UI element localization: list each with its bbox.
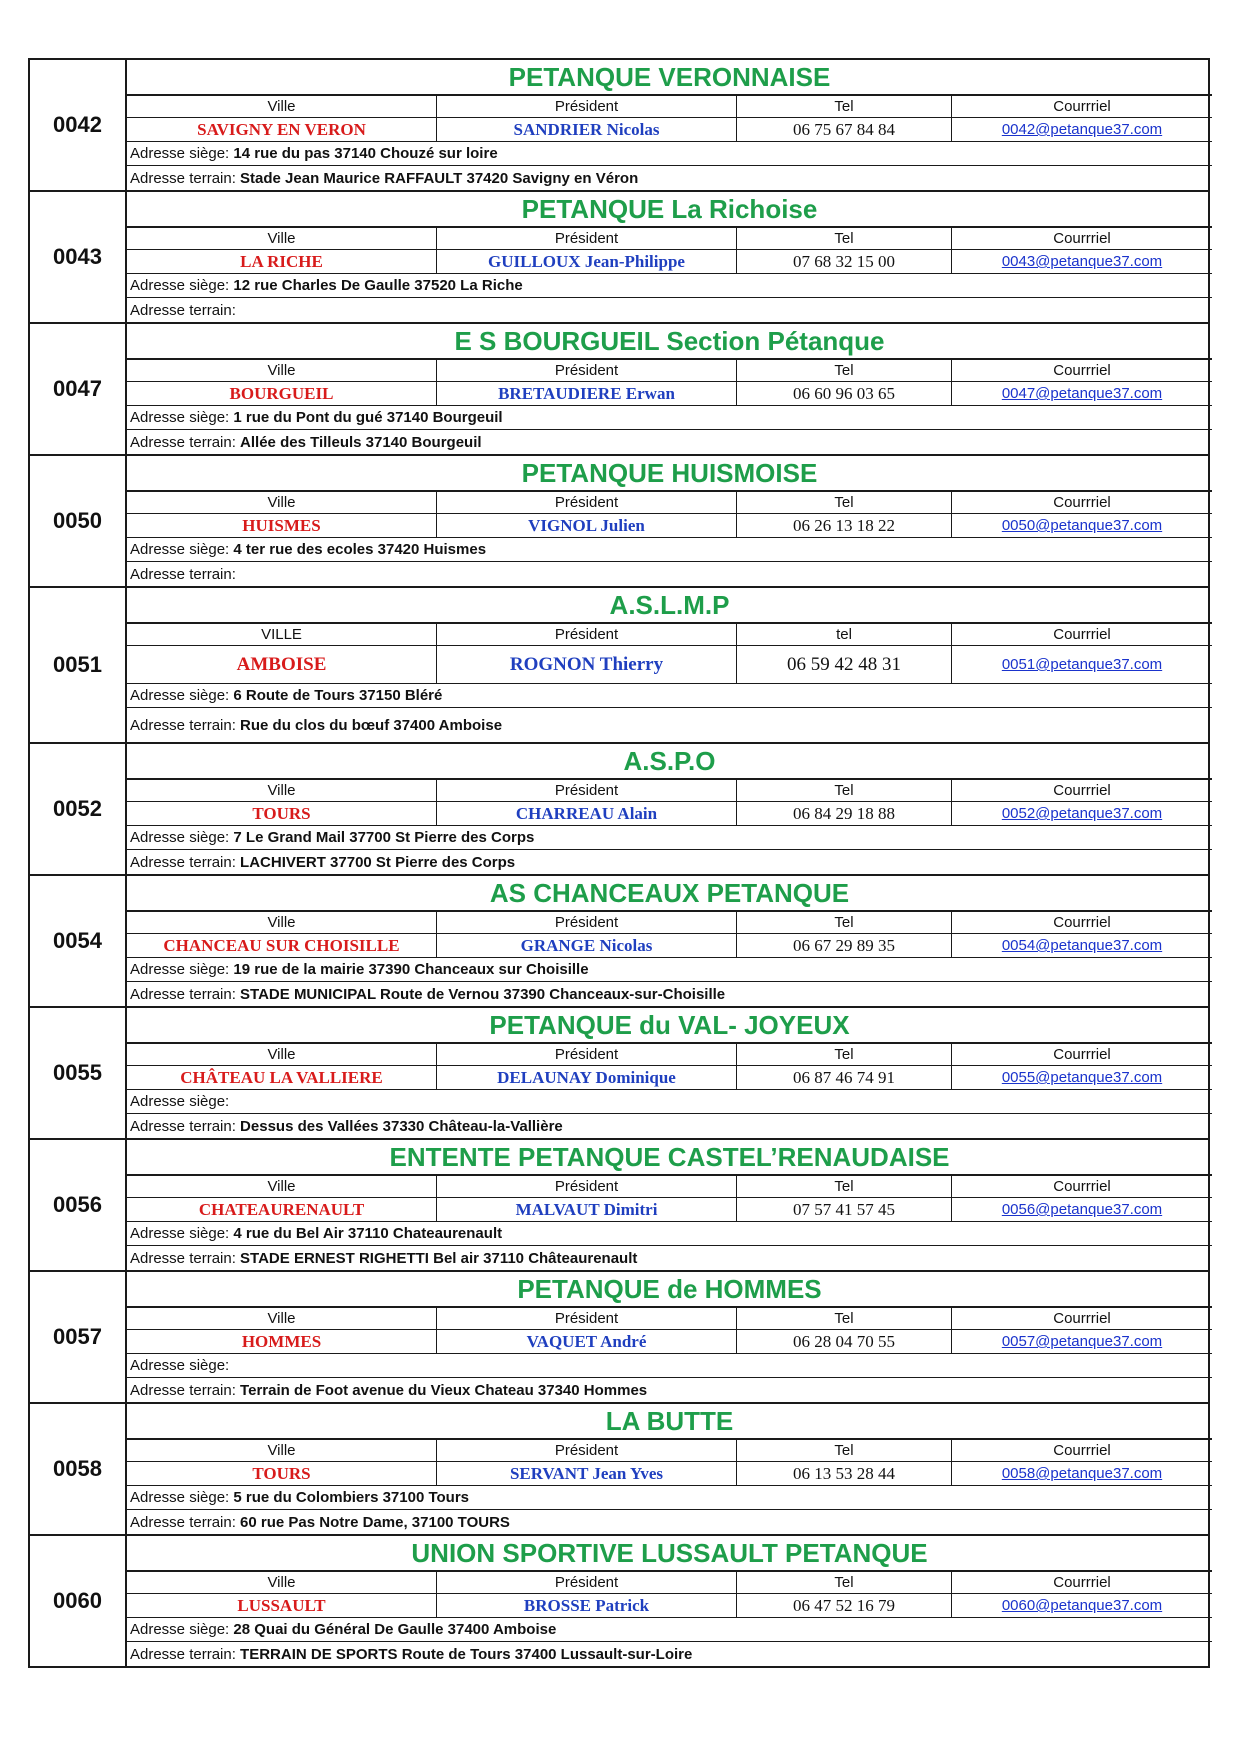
terrain-label: Adresse terrain: xyxy=(130,301,241,319)
email-link[interactable]: 0047@petanque37.com xyxy=(1001,385,1163,402)
club-number: 0060 xyxy=(30,1536,127,1666)
president-value: SANDRIER Nicolas xyxy=(437,118,737,141)
siege-row xyxy=(127,1618,1212,1642)
ville-value: LA RICHE xyxy=(127,250,437,273)
ville-value: BOURGUEIL xyxy=(127,382,437,405)
value-row xyxy=(127,1462,1212,1486)
terrain-value: Stade Jean Maurice RAFFAULT 37420 Savigny en Véron xyxy=(240,169,639,187)
president-header: Président xyxy=(437,96,737,117)
president-value: CHARREAU Alain xyxy=(437,802,737,825)
courriel-header: Courrriel xyxy=(1053,1046,1111,1063)
ville-header: Ville xyxy=(127,912,437,933)
president-header: Président xyxy=(437,1440,737,1461)
email-link[interactable]: 0058@petanque37.com xyxy=(1001,1465,1163,1482)
header-row xyxy=(127,360,1212,382)
header-row xyxy=(127,1308,1212,1330)
club-block xyxy=(28,454,1210,586)
ville-header: Ville xyxy=(127,96,437,117)
terrain-label: Adresse terrain: xyxy=(130,1645,241,1663)
email-link[interactable]: 0055@petanque37.com xyxy=(1001,1069,1163,1086)
president-value: VIGNOL Julien xyxy=(437,514,737,537)
ville-value: TOURS xyxy=(127,1462,437,1485)
siege-label: Adresse siège: xyxy=(130,541,234,558)
courriel-header: Courrriel xyxy=(1053,230,1111,247)
club-block xyxy=(28,874,1210,1006)
value-row xyxy=(127,1330,1212,1354)
siege-value: 1 rue du Pont du gué 37140 Bourgeuil xyxy=(233,409,503,426)
terrain-value: Rue du clos du bœuf 37400 Amboise xyxy=(240,716,503,734)
siege-value: 5 rue du Colombiers 37100 Tours xyxy=(233,1489,470,1506)
tel-header: Tel xyxy=(737,1176,952,1197)
club-block xyxy=(28,586,1210,742)
club-number: 0043 xyxy=(30,192,127,322)
siege-row xyxy=(127,826,1212,850)
tel-header: Tel xyxy=(737,1044,952,1065)
tel-value: 06 67 29 89 35 xyxy=(737,934,952,957)
terrain-value: Dessus des Vallées 37330 Château-la-Vallière xyxy=(240,1117,563,1135)
courriel-header: Courrriel xyxy=(1053,1442,1111,1459)
club-block xyxy=(28,1534,1210,1668)
siege-row xyxy=(127,538,1212,562)
tel-header: Tel xyxy=(737,492,952,513)
club-block xyxy=(28,1402,1210,1534)
club-block xyxy=(28,1138,1210,1270)
tel-value: 06 47 52 16 79 xyxy=(737,1594,952,1617)
ville-value: SAVIGNY EN VERON xyxy=(127,118,437,141)
siege-row xyxy=(127,1486,1212,1510)
siege-row xyxy=(127,406,1212,430)
ville-value: AMBOISE xyxy=(127,646,437,683)
tel-header: Tel xyxy=(737,228,952,249)
header-row xyxy=(127,1572,1212,1594)
club-block xyxy=(28,1006,1210,1138)
siege-label: Adresse siège: xyxy=(130,409,234,426)
club-block xyxy=(28,322,1210,454)
terrain-value: 60 rue Pas Notre Dame, 37100 TOURS xyxy=(240,1513,510,1531)
club-number: 0047 xyxy=(30,324,127,454)
terrain-value: STADE MUNICIPAL Route de Vernou 37390 Chanceaux-sur-Choisille xyxy=(240,985,726,1003)
club-name: AS CHANCEAUX PETANQUE xyxy=(127,876,1212,912)
ville-value: CHATEAURENAULT xyxy=(127,1198,437,1221)
club-number: 0050 xyxy=(30,456,127,586)
club-number: 0058 xyxy=(30,1404,127,1534)
value-row xyxy=(127,1198,1212,1222)
ville-header: Ville xyxy=(127,780,437,801)
courriel-header: Courrriel xyxy=(1053,98,1111,115)
club-number: 0042 xyxy=(30,60,127,190)
club-name: LA BUTTE xyxy=(127,1404,1212,1440)
siege-label: Adresse siège: xyxy=(130,277,234,294)
siege-row xyxy=(127,142,1212,166)
siege-label: Adresse siège: xyxy=(130,961,234,978)
header-row xyxy=(127,492,1212,514)
terrain-label: Adresse terrain: xyxy=(130,1117,241,1135)
email-link[interactable]: 0057@petanque37.com xyxy=(1001,1333,1163,1350)
club-number: 0054 xyxy=(30,876,127,1006)
email-link[interactable]: 0051@petanque37.com xyxy=(1001,656,1163,673)
president-header: Président xyxy=(437,780,737,801)
terrain-label: Adresse terrain: xyxy=(130,565,241,583)
terrain-row xyxy=(127,1378,1212,1402)
tel-header: Tel xyxy=(737,1572,952,1593)
siege-row xyxy=(127,1354,1212,1378)
value-row xyxy=(127,514,1212,538)
ville-value: TOURS xyxy=(127,802,437,825)
president-header: Président xyxy=(437,624,737,645)
president-header: Président xyxy=(437,1176,737,1197)
siege-row xyxy=(127,684,1212,708)
tel-value: 06 75 67 84 84 xyxy=(737,118,952,141)
club-block xyxy=(28,1270,1210,1402)
clubs-table xyxy=(28,58,1210,1668)
header-row xyxy=(127,912,1212,934)
tel-value: 06 60 96 03 65 xyxy=(737,382,952,405)
club-number: 0056 xyxy=(30,1140,127,1270)
club-name: UNION SPORTIVE LUSSAULT PETANQUE xyxy=(127,1536,1212,1572)
terrain-label: Adresse terrain: xyxy=(130,1381,241,1399)
president-header: Président xyxy=(437,1572,737,1593)
courriel-header: Courrriel xyxy=(1053,494,1111,511)
siege-value: 19 rue de la mairie 37390 Chanceaux sur Choisille xyxy=(233,961,589,978)
siege-row xyxy=(127,958,1212,982)
terrain-row xyxy=(127,982,1212,1006)
terrain-label: Adresse terrain: xyxy=(130,1249,241,1267)
siege-label: Adresse siège: xyxy=(130,1093,234,1110)
siege-label: Adresse siège: xyxy=(130,829,234,846)
courriel-header: Courrriel xyxy=(1053,914,1111,931)
tel-value: 06 28 04 70 55 xyxy=(737,1330,952,1353)
siege-value: 6 Route de Tours 37150 Bléré xyxy=(233,687,443,704)
tel-value: 07 57 41 57 45 xyxy=(737,1198,952,1221)
courriel-header: Courrriel xyxy=(1053,362,1111,379)
email-link[interactable]: 0056@petanque37.com xyxy=(1001,1201,1163,1218)
president-value: SERVANT Jean Yves xyxy=(437,1462,737,1485)
tel-value: 06 59 42 48 31 xyxy=(737,646,952,683)
club-name: A.S.L.M.P xyxy=(127,588,1212,624)
tel-value: 06 26 13 18 22 xyxy=(737,514,952,537)
tel-header: Tel xyxy=(737,780,952,801)
siege-row xyxy=(127,1222,1212,1246)
terrain-value: STADE ERNEST RIGHETTI Bel air 37110 Châteaurenault xyxy=(240,1249,638,1267)
president-value: MALVAUT Dimitri xyxy=(437,1198,737,1221)
club-number: 0055 xyxy=(30,1008,127,1138)
courriel-header: Courrriel xyxy=(1053,782,1111,799)
president-header: Président xyxy=(437,228,737,249)
ville-header: Ville xyxy=(127,1308,437,1329)
ville-header: Ville xyxy=(127,360,437,381)
terrain-row xyxy=(127,850,1212,874)
terrain-value: Terrain de Foot avenue du Vieux Chateau 37340 Hommes xyxy=(240,1381,648,1399)
ville-value: HOMMES xyxy=(127,1330,437,1353)
value-row xyxy=(127,250,1212,274)
email-link[interactable]: 0050@petanque37.com xyxy=(1001,517,1163,534)
siege-value: 12 rue Charles De Gaulle 37520 La Riche xyxy=(233,277,523,294)
ville-value: CHANCEAU SUR CHOISILLE xyxy=(127,934,437,957)
club-name: PETANQUE HUISMOISE xyxy=(127,456,1212,492)
club-number: 0057 xyxy=(30,1272,127,1402)
siege-row xyxy=(127,1090,1212,1114)
president-header: Président xyxy=(437,360,737,381)
siege-label: Adresse siège: xyxy=(130,1225,234,1242)
courriel-header: Courrriel xyxy=(1053,626,1111,643)
courriel-header: Courrriel xyxy=(1053,1574,1111,1591)
terrain-row xyxy=(127,562,1212,586)
terrain-row xyxy=(127,1114,1212,1138)
tel-header: Tel xyxy=(737,360,952,381)
club-block xyxy=(28,58,1210,190)
club-name: E S BOURGUEIL Section Pétanque xyxy=(127,324,1212,360)
president-header: Président xyxy=(437,1044,737,1065)
siege-label: Adresse siège: xyxy=(130,145,234,162)
president-value: GRANGE Nicolas xyxy=(437,934,737,957)
tel-value: 06 84 29 18 88 xyxy=(737,802,952,825)
terrain-value: Allée des Tilleuls 37140 Bourgeuil xyxy=(240,433,482,451)
siege-label: Adresse siège: xyxy=(130,1489,234,1506)
club-number: 0051 xyxy=(30,588,127,742)
terrain-value: LACHIVERT 37700 St Pierre des Corps xyxy=(240,853,516,871)
siege-row xyxy=(127,274,1212,298)
terrain-label: Adresse terrain: xyxy=(130,716,241,734)
tel-header: Tel xyxy=(737,1440,952,1461)
club-name: ENTENTE PETANQUE CASTEL’RENAUDAISE xyxy=(127,1140,1212,1176)
email-link[interactable]: 0042@petanque37.com xyxy=(1001,121,1163,138)
ville-header: Ville xyxy=(127,1440,437,1461)
tel-value: 06 87 46 74 91 xyxy=(737,1066,952,1089)
value-row xyxy=(127,1594,1212,1618)
siege-value: 14 rue du pas 37140 Chouzé sur loire xyxy=(233,145,498,162)
president-value: ROGNON Thierry xyxy=(437,646,737,683)
email-link[interactable]: 0060@petanque37.com xyxy=(1001,1597,1163,1614)
president-value: BRETAUDIERE Erwan xyxy=(437,382,737,405)
terrain-label: Adresse terrain: xyxy=(130,169,241,187)
header-row xyxy=(127,624,1212,646)
president-value: DELAUNAY Dominique xyxy=(437,1066,737,1089)
club-number: 0052 xyxy=(30,744,127,874)
email-link[interactable]: 0052@petanque37.com xyxy=(1001,805,1163,822)
value-row xyxy=(127,118,1212,142)
club-block xyxy=(28,742,1210,874)
ville-header: Ville xyxy=(127,492,437,513)
value-row xyxy=(127,646,1212,684)
ville-header: Ville xyxy=(127,1572,437,1593)
terrain-label: Adresse terrain: xyxy=(130,1513,241,1531)
header-row xyxy=(127,780,1212,802)
siege-value: 28 Quai du Général De Gaulle 37400 Amboise xyxy=(233,1621,557,1638)
president-header: Président xyxy=(437,912,737,933)
club-name: PETANQUE La Richoise xyxy=(127,192,1212,228)
ville-header: Ville xyxy=(127,1176,437,1197)
terrain-row xyxy=(127,1642,1212,1666)
tel-header: Tel xyxy=(737,912,952,933)
terrain-row xyxy=(127,166,1212,190)
siege-label: Adresse siège: xyxy=(130,1357,234,1374)
siege-value: 4 ter rue des ecoles 37420 Huismes xyxy=(233,541,487,558)
ville-value: HUISMES xyxy=(127,514,437,537)
courriel-header: Courrriel xyxy=(1053,1178,1111,1195)
header-row xyxy=(127,1044,1212,1066)
terrain-label: Adresse terrain: xyxy=(130,853,241,871)
ville-header: Ville xyxy=(127,1044,437,1065)
terrain-row xyxy=(127,1510,1212,1534)
club-block xyxy=(28,190,1210,322)
header-row xyxy=(127,96,1212,118)
president-value: BROSSE Patrick xyxy=(437,1594,737,1617)
terrain-row xyxy=(127,708,1212,742)
header-row xyxy=(127,1176,1212,1198)
siege-value: 4 rue du Bel Air 37110 Chateaurenault xyxy=(233,1225,503,1242)
email-link[interactable]: 0054@petanque37.com xyxy=(1001,937,1163,954)
ville-header: Ville xyxy=(127,228,437,249)
siege-value: 7 Le Grand Mail 37700 St Pierre des Corps xyxy=(233,829,535,846)
tel-header: Tel xyxy=(737,96,952,117)
header-row xyxy=(127,228,1212,250)
ville-header: VILLE xyxy=(127,624,437,645)
siege-label: Adresse siège: xyxy=(130,687,234,704)
terrain-label: Adresse terrain: xyxy=(130,985,241,1003)
value-row xyxy=(127,382,1212,406)
terrain-label: Adresse terrain: xyxy=(130,433,241,451)
president-value: VAQUET André xyxy=(437,1330,737,1353)
email-link[interactable]: 0043@petanque37.com xyxy=(1001,253,1163,270)
tel-value: 06 13 53 28 44 xyxy=(737,1462,952,1485)
header-row xyxy=(127,1440,1212,1462)
value-row xyxy=(127,934,1212,958)
tel-value: 07 68 32 15 00 xyxy=(737,250,952,273)
courriel-header: Courrriel xyxy=(1053,1310,1111,1327)
club-name: PETANQUE VERONNAISE xyxy=(127,60,1212,96)
president-header: Président xyxy=(437,1308,737,1329)
tel-header: Tel xyxy=(737,1308,952,1329)
president-header: Président xyxy=(437,492,737,513)
terrain-row xyxy=(127,1246,1212,1270)
value-row xyxy=(127,1066,1212,1090)
value-row xyxy=(127,802,1212,826)
president-value: GUILLOUX Jean-Philippe xyxy=(437,250,737,273)
club-name: A.S.P.O xyxy=(127,744,1212,780)
club-name: PETANQUE du VAL- JOYEUX xyxy=(127,1008,1212,1044)
terrain-row xyxy=(127,298,1212,322)
ville-value: CHÂTEAU LA VALLIERE xyxy=(127,1066,437,1089)
siege-label: Adresse siège: xyxy=(130,1621,234,1638)
terrain-value: TERRAIN DE SPORTS Route de Tours 37400 Lussault-sur-Loire xyxy=(240,1645,693,1663)
terrain-row xyxy=(127,430,1212,454)
club-name: PETANQUE de HOMMES xyxy=(127,1272,1212,1308)
ville-value: LUSSAULT xyxy=(127,1594,437,1617)
tel-header: tel xyxy=(737,624,952,645)
